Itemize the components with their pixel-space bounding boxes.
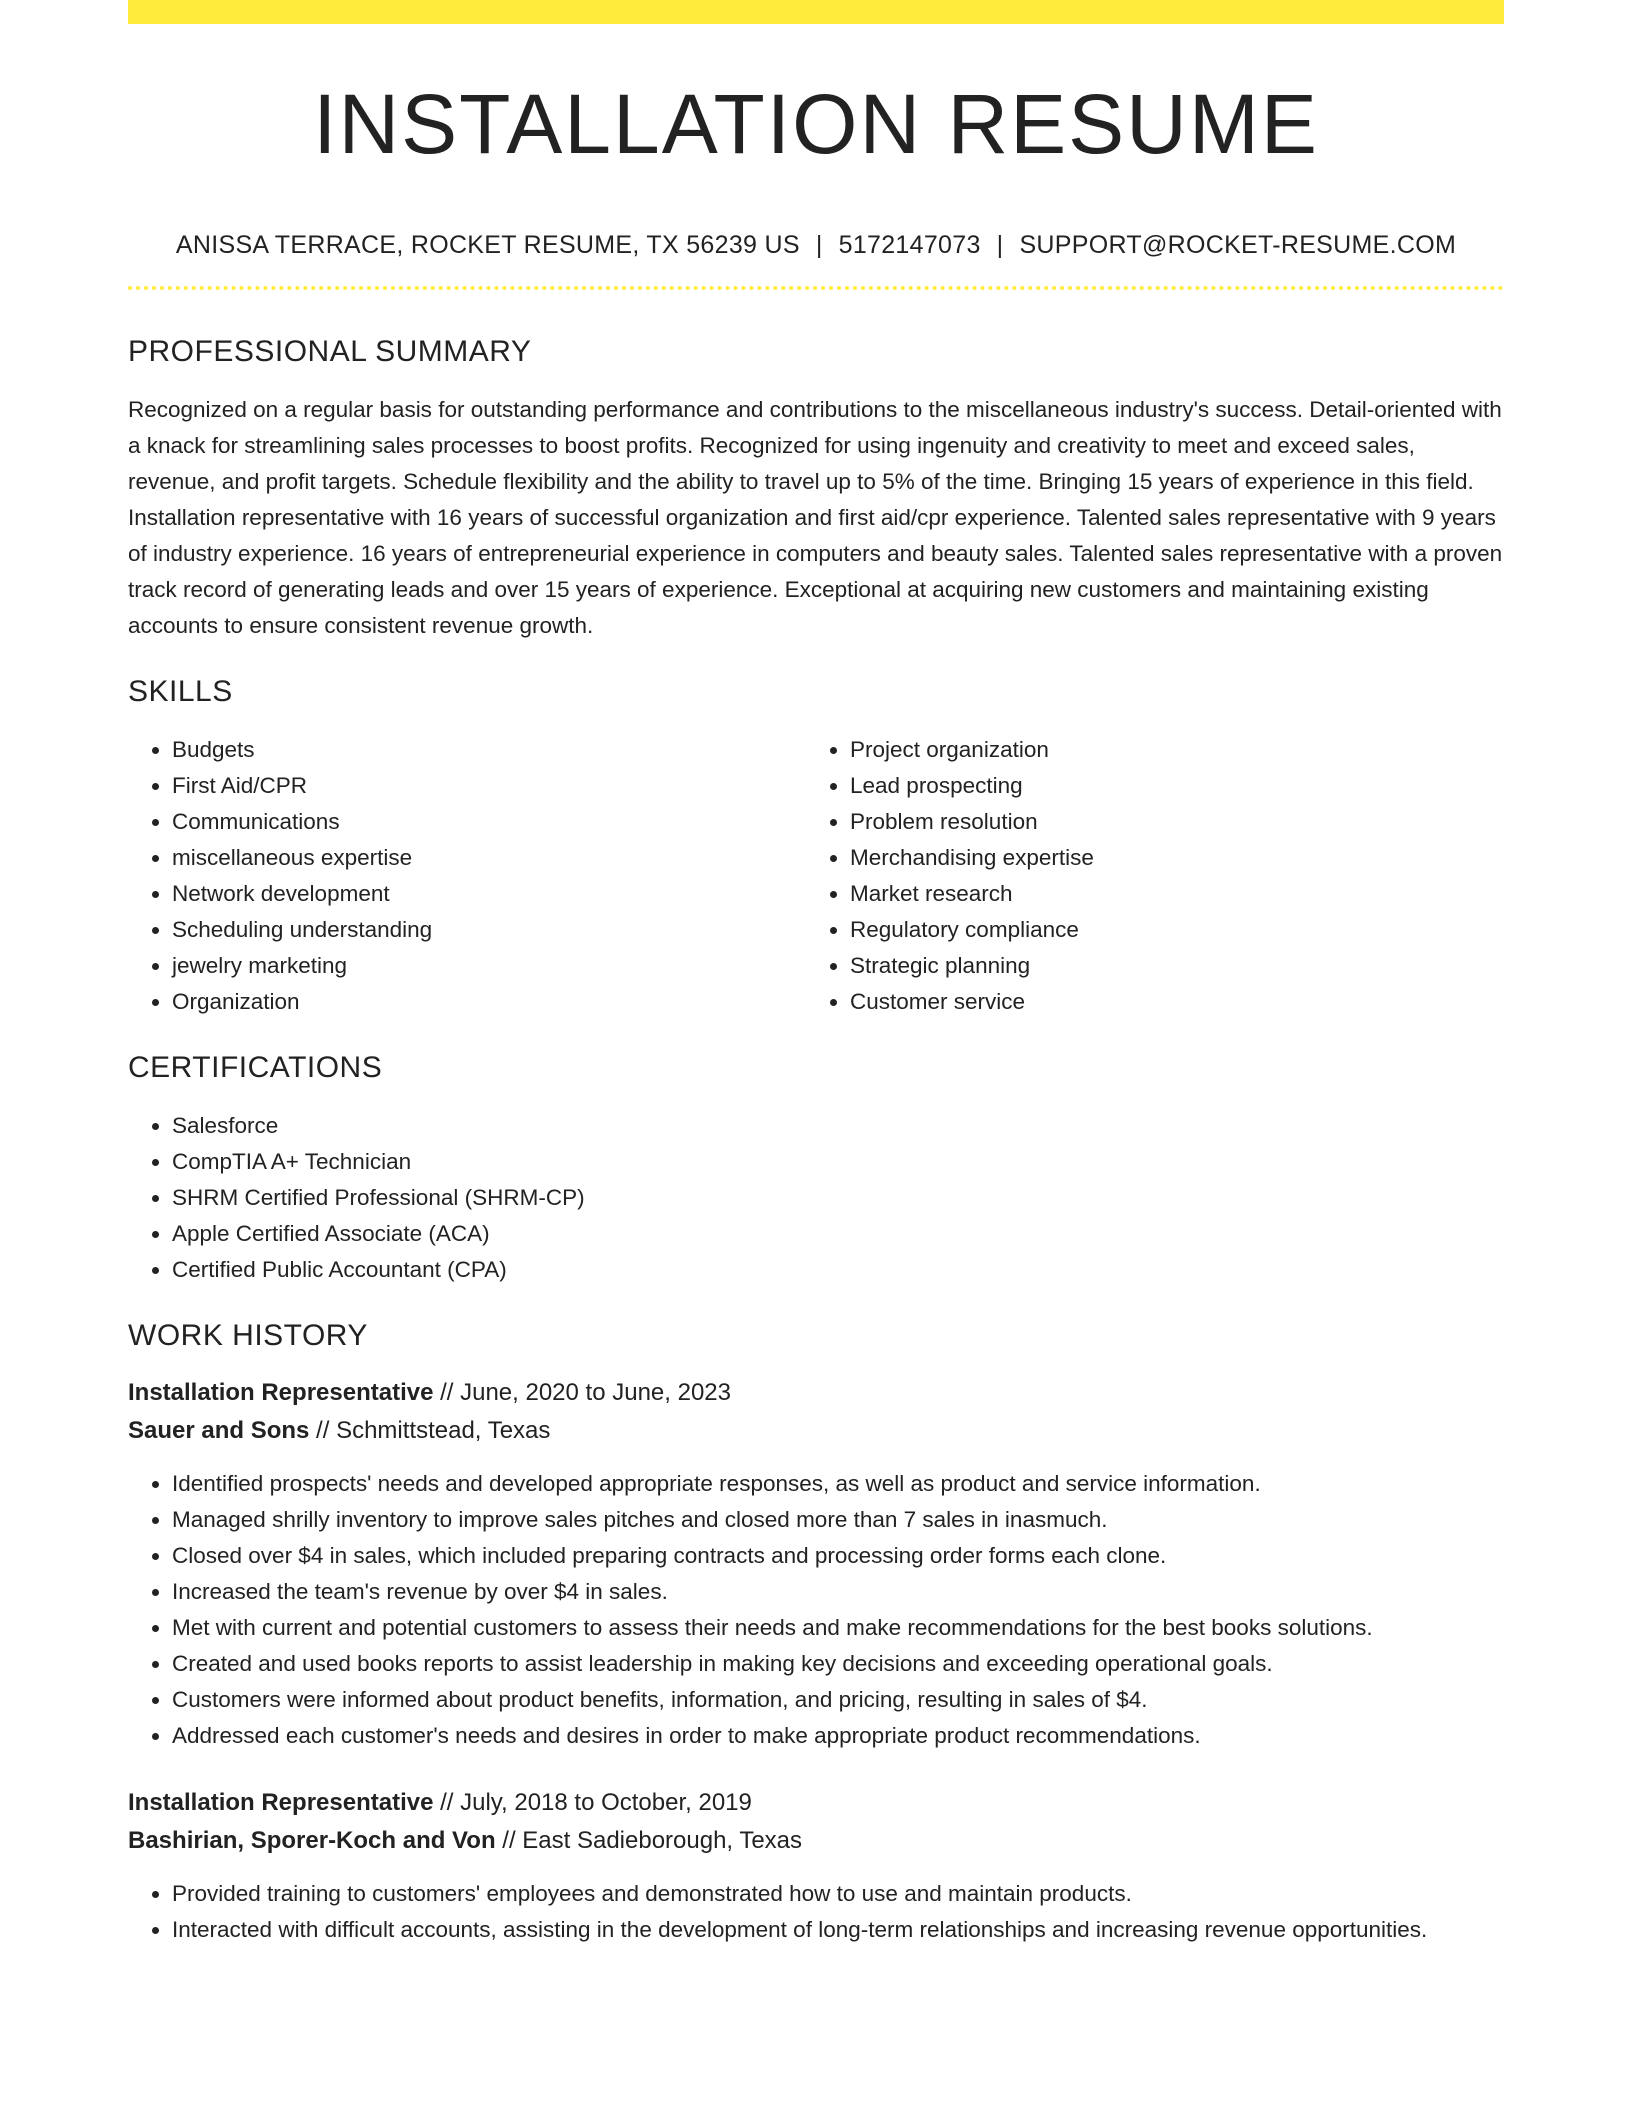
job-bullets <box>128 1876 1504 1948</box>
job-bullet: • Met with current and potential customers to assess their needs and make recommendations for the best books solutions. <box>172 1610 1504 1646</box>
skill-item: • Communications <box>172 804 806 840</box>
job-location: // Schmittstead, Texas <box>309 1417 551 1444</box>
skill-item: • Strategic planning <box>850 948 1484 984</box>
job-title: Installation Representative <box>128 1789 434 1816</box>
job-dates: // June, 2020 to June, 2023 <box>433 1379 731 1406</box>
job-bullet: • Increased the team's revenue by over $4 in sales. <box>172 1574 1504 1610</box>
job-bullet: • Closed over $4 in sales, which included preparing contracts and processing order forms each clone. <box>172 1538 1504 1574</box>
skill-item: • First Aid/CPR <box>172 768 806 804</box>
resume-title: INSTALLATION RESUME <box>313 77 1319 171</box>
skills-column-right <box>806 732 1484 1020</box>
job-bullet: • Provided training to customers' employees and demonstrated how to use and maintain products. <box>172 1876 1504 1912</box>
skill-item: • Merchandising expertise <box>850 840 1484 876</box>
top-accent-bar <box>128 0 1504 24</box>
certification-item: • Certified Public Accountant (CPA) <box>172 1252 1504 1288</box>
certifications-heading: CERTIFICATIONS <box>128 1051 383 1084</box>
contact-separator: | <box>815 231 823 259</box>
job-entry <box>128 1784 1504 1948</box>
job-title: Installation Representative <box>128 1379 434 1406</box>
job-company: Bashirian, Sporer-Koch and Von <box>128 1827 496 1854</box>
job-bullet: • Managed shrilly inventory to improve sales pitches and closed more than 7 sales in inasmuch. <box>172 1502 1504 1538</box>
skill-item: • miscellaneous expertise <box>172 840 806 876</box>
job-company: Sauer and Sons <box>128 1417 310 1444</box>
job-bullet: • Addressed each customer's needs and desires in order to make appropriate product recommendations. <box>172 1718 1504 1754</box>
contact-address: ANISSA TERRACE, ROCKET RESUME, TX 56239 US <box>175 231 800 259</box>
contact-phone: 5172147073 <box>838 231 981 259</box>
skills-column-left <box>128 732 806 1020</box>
job-company-line <box>128 1822 1504 1860</box>
skill-item: • Budgets <box>172 732 806 768</box>
job-dates: // July, 2018 to October, 2019 <box>433 1789 752 1816</box>
dotted-divider <box>128 286 1504 290</box>
contact-separator: | <box>996 231 1004 259</box>
skill-item: • Network development <box>172 876 806 912</box>
summary-heading: PROFESSIONAL SUMMARY <box>128 335 532 368</box>
job-entry <box>128 1374 1504 1754</box>
job-bullet: • Interacted with difficult accounts, assisting in the development of long-term relationships and increasing revenue opportunities. <box>172 1912 1504 1948</box>
job-company-line <box>128 1412 1504 1450</box>
job-title-line <box>128 1374 1504 1412</box>
certification-item: • Salesforce <box>172 1108 1504 1144</box>
resume-page <box>128 0 1504 1948</box>
skills-heading: SKILLS <box>128 675 233 708</box>
job-title-line <box>128 1784 1504 1822</box>
certification-item: • SHRM Certified Professional (SHRM-CP) <box>172 1180 1504 1216</box>
skill-item: • Lead prospecting <box>850 768 1484 804</box>
skill-item: • Market research <box>850 876 1484 912</box>
job-bullets <box>128 1466 1504 1754</box>
contact-line <box>128 230 1504 260</box>
job-bullet: • Customers were informed about product benefits, information, and pricing, resulting in sales of $4. <box>172 1682 1504 1718</box>
skill-item: • Organization <box>172 984 806 1020</box>
summary-text: Recognized on a regular basis for outstanding performance and contributions to the miscellaneous industry's success. Detail-oriented with a knack for streamlining sales processes to boost profits. Recognized for using ingenuity and creativity to meet and exceed sales, revenue, and profit targets. Schedule flexibility and the ability to travel up to 5% of the time. Bringing 15 years of experience in this field. Installation representative with 16 years of successful organization and first aid/cpr experience. Talented sales representative with 9 years of industry experience. 16 years of entrepreneurial experience in computers and beauty sales. Talented sales representative with a proven track record of generating leads and over 15 years of experience. Exceptional at acquiring new customers and maintaining existing accounts to ensure consistent revenue growth. <box>128 397 1503 638</box>
skill-item: • jewelry marketing <box>172 948 806 984</box>
work-history-heading: WORK HISTORY <box>128 1319 368 1352</box>
job-bullet: • Created and used books reports to assist leadership in making key decisions and exceeding operational goals. <box>172 1646 1504 1682</box>
skill-item: • Problem resolution <box>850 804 1484 840</box>
certifications-list <box>128 1108 1504 1288</box>
job-location: // East Sadieborough, Texas <box>495 1827 803 1854</box>
skill-item: • Project organization <box>850 732 1484 768</box>
skill-item: • Scheduling understanding <box>172 912 806 948</box>
skills-list <box>128 732 1504 1020</box>
skill-item: • Customer service <box>850 984 1484 1020</box>
certification-item: • Apple Certified Associate (ACA) <box>172 1216 1504 1252</box>
certification-item: • CompTIA A+ Technician <box>172 1144 1504 1180</box>
skill-item: • Regulatory compliance <box>850 912 1484 948</box>
contact-email[interactable]: SUPPORT@ROCKET-RESUME.COM <box>1019 231 1457 259</box>
job-bullet: • Identified prospects' needs and developed appropriate responses, as well as product and service information. <box>172 1466 1504 1502</box>
